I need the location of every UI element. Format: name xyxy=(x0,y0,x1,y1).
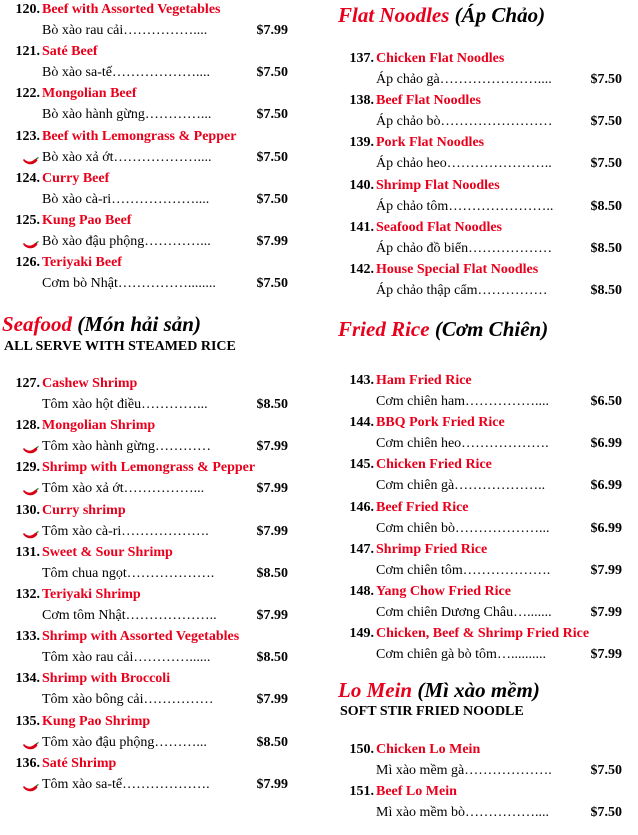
item-number: 124. xyxy=(15,170,40,186)
item-name: Pork Flat Noodles xyxy=(376,135,485,151)
item-number: 150. xyxy=(349,742,374,757)
section-title-english: Lo Mein xyxy=(338,678,413,702)
section-title-vietnamese: (Mì xào mềm) xyxy=(417,678,540,702)
item-name: Shrimp with Broccoli xyxy=(42,671,171,687)
menu-item xyxy=(0,586,300,628)
item-price: $6.99 xyxy=(590,520,622,536)
item-number: 143. xyxy=(349,373,374,388)
item-price: $7.99 xyxy=(590,647,622,663)
item-price: $7.50 xyxy=(256,276,288,292)
item-vietnamese-name: Áp chảo đồ biển……………… xyxy=(376,240,553,256)
item-vietnamese-name: Tôm xào sa-tế………………. xyxy=(42,776,210,792)
item-price: $7.50 xyxy=(256,191,288,207)
menu-item xyxy=(0,85,300,127)
item-price: $7.99 xyxy=(590,562,622,578)
chili-pepper-icon xyxy=(22,154,39,164)
item-name: House Special Flat Noodles xyxy=(376,262,539,277)
item-price: $7.50 xyxy=(256,107,288,123)
item-name: Curry Beef xyxy=(42,170,110,186)
item-vietnamese-name: Áp chảo gà………………….... xyxy=(376,72,552,87)
item-name: Seafood Flat Noodles xyxy=(376,219,502,235)
item-name: Saté Beef xyxy=(42,44,98,60)
item-vietnamese-name: Cơm chiên bò………………... xyxy=(376,520,550,536)
section-title xyxy=(338,677,540,703)
item-vietnamese-name: Cơm chiên heo………………. xyxy=(376,436,549,452)
item-price: $7.99 xyxy=(256,439,288,455)
menu-item xyxy=(0,254,300,296)
item-price: $7.50 xyxy=(590,805,622,821)
item-price: $7.50 xyxy=(256,65,288,81)
item-name: Beef Fried Rice xyxy=(376,499,469,515)
item-price: $7.99 xyxy=(256,523,288,539)
item-number: 139. xyxy=(349,135,374,151)
item-name: Chicken Fried Rice xyxy=(376,457,492,473)
item-price: $7.99 xyxy=(256,234,288,249)
item-number: 129. xyxy=(15,460,40,476)
item-name: Beef with Assorted Vegetables xyxy=(42,2,221,17)
item-price: $7.99 xyxy=(256,608,288,623)
chili-pepper-icon xyxy=(22,443,39,453)
item-number: 130. xyxy=(15,502,40,518)
item-number: 146. xyxy=(349,499,374,515)
item-vietnamese-name: Tôm xào rau cải…………...... xyxy=(42,650,211,666)
menu-item xyxy=(334,625,634,667)
item-vietnamese-name: Tôm xào hột điều…………... xyxy=(42,397,208,412)
chili-pepper-icon xyxy=(22,528,39,538)
menu-item xyxy=(334,783,634,825)
item-vietnamese-name: Cơm chiên Dương Châu…....... xyxy=(376,605,552,620)
item-name: Curry shrimp xyxy=(42,502,126,518)
item-vietnamese-name: Áp chảo bò…………………… xyxy=(376,114,553,130)
item-vietnamese-name: Tôm xào hành gừng………… xyxy=(42,439,211,455)
section-title-vietnamese: (Cơm Chiên) xyxy=(434,317,549,341)
menu-item xyxy=(334,92,634,134)
item-vietnamese-name: Cơm chiên tôm………………. xyxy=(376,562,551,578)
item-name: Shrimp with Assorted Vegetables xyxy=(42,629,240,645)
item-name: BBQ Pork Fried Rice xyxy=(376,415,505,431)
item-name: Shrimp Flat Noodles xyxy=(376,177,500,193)
item-vietnamese-name: Bò xào hành gừng…………... xyxy=(42,107,212,123)
item-price: $8.50 xyxy=(590,240,622,256)
item-number: 134. xyxy=(15,671,40,687)
item-name: Mongolian Beef xyxy=(42,86,137,102)
menu-item xyxy=(334,741,634,783)
item-price: $7.50 xyxy=(590,114,622,130)
item-number: 132. xyxy=(15,587,40,602)
menu-item xyxy=(0,670,300,712)
item-name: Beef Lo Mein xyxy=(376,784,457,800)
item-vietnamese-name: Tôm chua ngọt………………. xyxy=(42,565,215,581)
item-number: 121. xyxy=(15,44,40,60)
item-number: 126. xyxy=(15,255,40,271)
item-name: Chicken, Beef & Shrimp Fried Rice xyxy=(376,626,590,642)
item-vietnamese-name: Áp chảo tôm………………….. xyxy=(376,198,554,214)
item-number: 131. xyxy=(15,544,40,560)
item-number: 144. xyxy=(349,415,374,431)
item-number: 136. xyxy=(15,755,40,771)
item-name: Shrimp with Lemongrass & Pepper xyxy=(42,460,256,476)
item-number: 141. xyxy=(349,219,374,235)
item-number: 127. xyxy=(15,376,40,391)
item-name: Saté Shrimp xyxy=(42,755,117,771)
menu-item xyxy=(0,502,300,544)
item-price: $7.99 xyxy=(256,776,288,792)
item-price: $7.99 xyxy=(256,23,288,38)
item-price: $6.99 xyxy=(590,436,622,452)
item-price: $7.50 xyxy=(590,72,622,87)
item-vietnamese-name: Bò xào xả ớt……………….... xyxy=(42,149,212,165)
section-title-vietnamese: (Món hải sản) xyxy=(77,312,201,336)
item-vietnamese-name: Mì xào mềm gà………………. xyxy=(376,763,552,778)
section-subtitle: SOFT STIR FRIED NOODLE xyxy=(340,704,524,719)
section-title-vietnamese: (Áp Chảo) xyxy=(454,3,546,27)
item-vietnamese-name: Bò xào cà-ri……………….... xyxy=(42,191,210,207)
item-vietnamese-name: Cơm chiên gà bò tôm….......... xyxy=(376,647,546,663)
section-title xyxy=(2,311,201,337)
menu-item xyxy=(334,456,634,498)
item-vietnamese-name: Tôm xào đậu phộng………... xyxy=(42,734,207,750)
chili-pepper-icon xyxy=(22,781,39,791)
item-number: 137. xyxy=(349,51,374,66)
menu-item xyxy=(334,50,634,92)
menu-item xyxy=(334,261,634,303)
menu-item xyxy=(0,544,300,586)
menu-item xyxy=(0,128,300,170)
item-name: Teriyaki Beef xyxy=(42,255,122,271)
item-name: Kung Pao Beef xyxy=(42,213,132,228)
item-number: 142. xyxy=(349,262,374,277)
item-price: $8.50 xyxy=(256,734,288,750)
item-vietnamese-name: Cơm bò Nhật……………........ xyxy=(42,276,216,292)
item-vietnamese-name: Mì xào mềm bò…………….... xyxy=(376,805,550,821)
section-title-english: Fried Rice xyxy=(338,317,430,341)
chili-pepper-icon xyxy=(22,739,39,749)
item-name: Yang Chow Fried Rice xyxy=(376,584,511,599)
menu-item xyxy=(0,375,300,417)
item-price: $7.50 xyxy=(590,156,622,172)
item-name: Shrimp Fried Rice xyxy=(376,541,488,557)
menu-item xyxy=(334,414,634,456)
chili-pepper-icon xyxy=(22,485,39,495)
menu-item xyxy=(0,459,300,501)
menu-item xyxy=(334,134,634,176)
item-price: $7.50 xyxy=(256,149,288,165)
item-number: 123. xyxy=(15,128,40,144)
item-price: $7.50 xyxy=(590,763,622,778)
chili-pepper-icon xyxy=(22,238,39,248)
menu-item xyxy=(0,170,300,212)
menu-item xyxy=(0,713,300,755)
item-price: $7.99 xyxy=(590,605,622,620)
menu-item xyxy=(334,541,634,583)
item-vietnamese-name: Cơm chiên gà……………….. xyxy=(376,478,546,494)
item-vietnamese-name: Tôm xào xả ớt……………... xyxy=(42,481,205,497)
item-vietnamese-name: Cơm chiên ham…………….... xyxy=(376,394,550,409)
item-number: 145. xyxy=(349,457,374,473)
item-price: $8.50 xyxy=(590,283,622,298)
item-name: Mongolian Shrimp xyxy=(42,418,156,434)
item-vietnamese-name: Tôm xào bông cải…………… xyxy=(42,692,214,708)
menu-item xyxy=(0,43,300,85)
item-number: 151. xyxy=(349,784,374,800)
menu-item xyxy=(334,499,634,541)
item-price: $8.50 xyxy=(256,650,288,666)
item-name: Chicken Flat Noodles xyxy=(376,51,505,66)
item-number: 135. xyxy=(15,713,40,729)
item-vietnamese-name: Bò xào sa-tế……………….... xyxy=(42,65,210,81)
item-price: $7.99 xyxy=(256,692,288,708)
item-vietnamese-name: Tôm xào cà-ri………………. xyxy=(42,523,209,539)
section-title-english: Flat Noodles xyxy=(338,3,450,27)
item-number: 149. xyxy=(349,626,374,642)
item-vietnamese-name: Cơm tôm Nhật……………….. xyxy=(42,608,217,623)
item-number: 125. xyxy=(15,213,40,228)
menu-item xyxy=(0,212,300,254)
item-name: Teriyaki Shrimp xyxy=(42,587,141,602)
menu-item xyxy=(0,755,300,797)
section-subtitle: ALL SERVE WITH STEAMED RICE xyxy=(4,339,236,354)
item-price: $8.50 xyxy=(590,198,622,214)
item-price: $7.99 xyxy=(256,481,288,497)
item-number: 138. xyxy=(349,93,374,109)
section-title-english: Seafood xyxy=(2,312,72,336)
item-name: Cashew Shrimp xyxy=(42,376,138,391)
item-number: 133. xyxy=(15,629,40,645)
item-vietnamese-name: Áp chảo thập cẩm…………… xyxy=(376,283,548,298)
item-number: 140. xyxy=(349,177,374,193)
menu-item xyxy=(0,417,300,459)
section-title xyxy=(338,2,545,28)
item-price: $8.50 xyxy=(256,565,288,581)
item-name: Sweet & Sour Shrimp xyxy=(42,544,173,560)
item-vietnamese-name: Bò xào đậu phộng…………... xyxy=(42,234,211,249)
section-title xyxy=(338,316,548,342)
menu-item xyxy=(334,583,634,625)
item-name: Beef Flat Noodles xyxy=(376,93,481,109)
item-price: $6.99 xyxy=(590,478,622,494)
item-vietnamese-name: Bò xào rau cải…………….... xyxy=(42,23,208,38)
item-number: 120. xyxy=(15,2,40,17)
item-vietnamese-name: Áp chảo heo………………….. xyxy=(376,156,552,172)
item-number: 122. xyxy=(15,86,40,102)
item-price: $6.50 xyxy=(590,394,622,409)
item-price: $8.50 xyxy=(256,397,288,412)
menu-item xyxy=(334,177,634,219)
item-name: Beef with Lemongrass & Pepper xyxy=(42,128,237,144)
item-name: Kung Pao Shrimp xyxy=(42,713,151,729)
menu-item xyxy=(0,1,300,43)
item-number: 147. xyxy=(349,541,374,557)
item-number: 148. xyxy=(349,584,374,599)
menu-item xyxy=(334,219,634,261)
menu-item xyxy=(334,372,634,414)
item-name: Chicken Lo Mein xyxy=(376,742,481,757)
item-number: 128. xyxy=(15,418,40,434)
menu-item xyxy=(0,628,300,670)
item-name: Ham Fried Rice xyxy=(376,373,472,388)
